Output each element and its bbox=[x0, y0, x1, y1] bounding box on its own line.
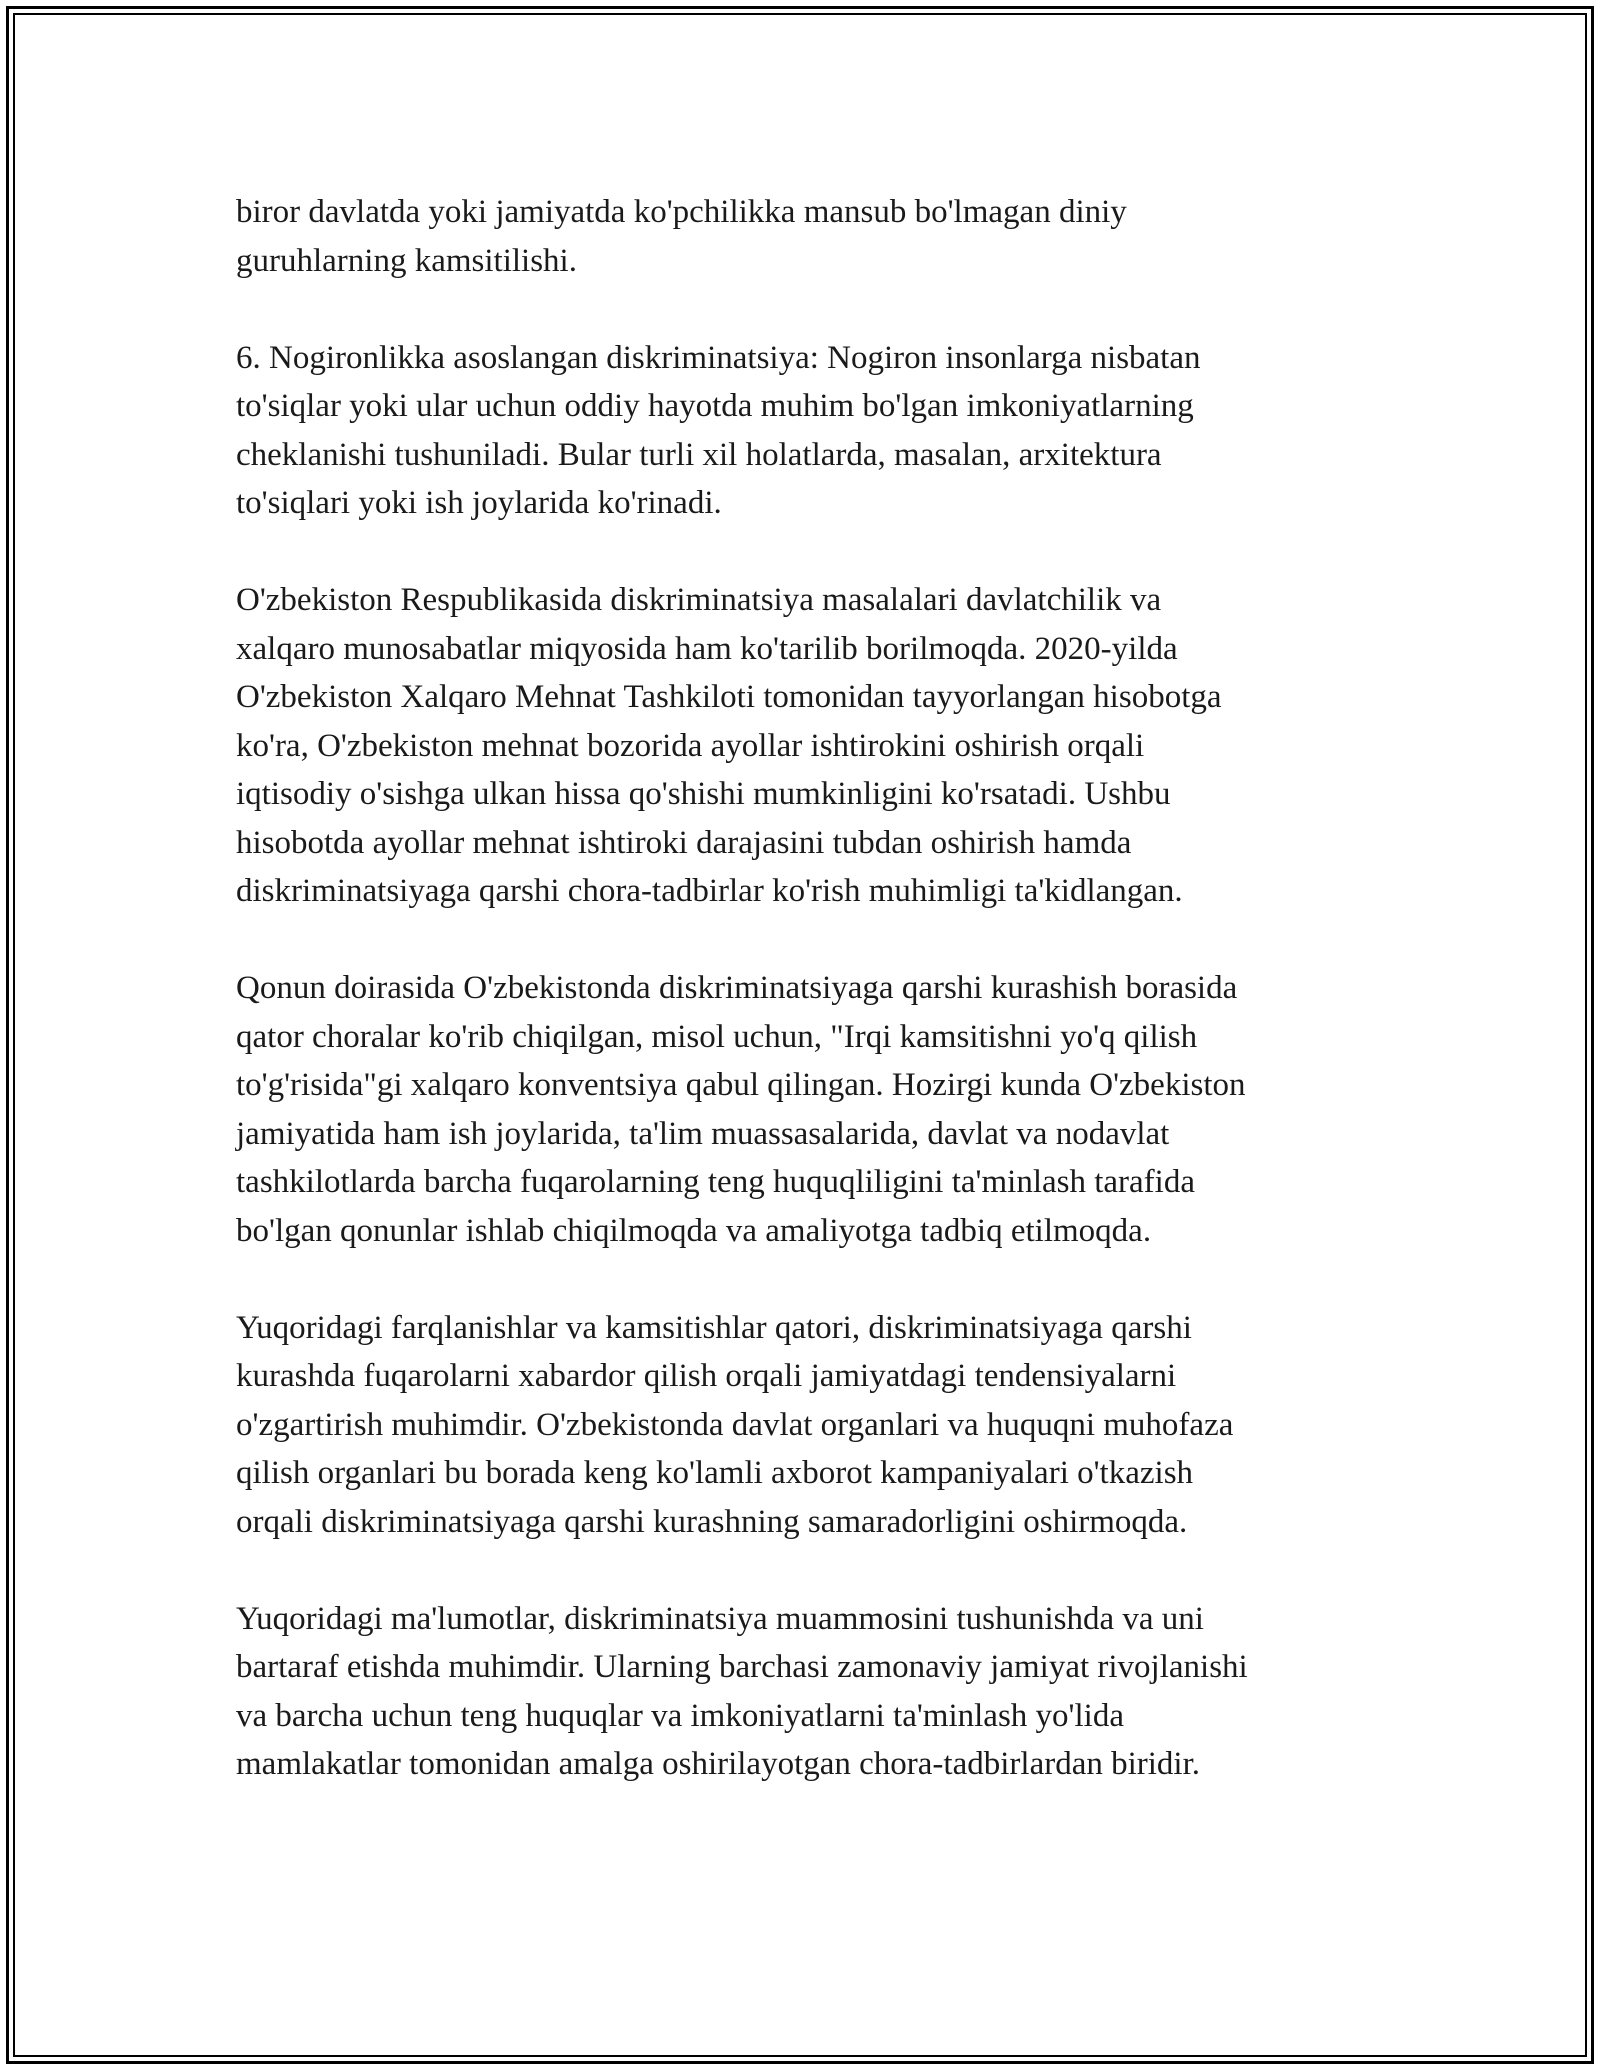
text-line: guruhlarning kamsitilishi. bbox=[236, 242, 577, 279]
text-line: kurashda fuqarolarni xabardor qilish orqali jamiyatdagi tendensiyalarni bbox=[236, 1358, 1177, 1394]
text-line: biror davlatda yoki jamiyatda ko'pchilikka mansub bo'lmagan diniy bbox=[236, 194, 1127, 230]
text-line: bartaraf etishda muhimdir. Ularning barchasi zamonaviy jamiyat rivojlanishi bbox=[236, 1649, 1248, 1685]
text-line: Yuqoridagi farqlanishlar va kamsitishlar qatori, diskriminatsiyaga qarshi bbox=[236, 1309, 1192, 1346]
text-line: cheklanishi tushuniladi. Bular turli xil holatlarda, masalan, arxitektura bbox=[236, 436, 1162, 473]
document-body bbox=[236, 188, 1386, 1837]
paragraph-legal-measures bbox=[236, 964, 1386, 1255]
text-line: hisobotda ayollar mehnat ishtiroki darajasini tubdan oshirish hamda bbox=[236, 824, 1132, 861]
text-line: to'siqlari yoki ish joylarida ko'rinadi. bbox=[236, 485, 722, 521]
text-line: O'zbekiston Respublikasida diskriminatsiya masalalari davlatchilik va bbox=[236, 582, 1162, 618]
paragraph-conclusion bbox=[236, 1595, 1386, 1789]
paragraph-awareness-campaigns bbox=[236, 1304, 1386, 1547]
text-line: to'siqlar yoki ular uchun oddiy hayotda muhim bo'lgan imkoniyatlarning bbox=[236, 388, 1194, 424]
text-line: va barcha uchun teng huquqlar va imkoniyatlarni ta'minlash yo'lida bbox=[236, 1697, 1124, 1734]
text-line: iqtisodiy o'sishga ulkan hissa qo'shishi mumkinligini ko'rsatadi. Ushbu bbox=[236, 776, 1171, 812]
text-line: orqali diskriminatsiyaga qarshi kurashning samaradorligini oshirmoqda. bbox=[236, 1503, 1188, 1540]
text-line: mamlakatlar tomonidan amalga oshirilayotgan chora-tadbirlardan biridir. bbox=[236, 1746, 1201, 1782]
paragraph-disability-discrimination bbox=[236, 334, 1386, 528]
text-line: O'zbekiston Xalqaro Mehnat Tashkiloti tomonidan tayyorlangan hisobotga bbox=[236, 679, 1222, 715]
text-line: qator choralar ko'rib chiqilgan, misol uchun, "Irqi kamsitishni yo'q qilish bbox=[236, 1018, 1198, 1055]
text-line: Yuqoridagi ma'lumotlar, diskriminatsiya muammosini tushunishda va uni bbox=[236, 1600, 1204, 1637]
text-line: tashkilotlarda barcha fuqarolarning teng huquqliligini ta'minlash tarafida bbox=[236, 1164, 1195, 1200]
text-line: bo'lgan qonunlar ishlab chiqilmoqda va amaliyotga tadbiq etilmoqda. bbox=[236, 1212, 1152, 1249]
paragraph-uzbekistan-labour-report bbox=[236, 576, 1386, 916]
text-line: diskriminatsiyaga qarshi chora-tadbirlar ko'rish muhimligi ta'kidlangan. bbox=[236, 873, 1183, 909]
text-line: qilish organlari bu borada keng ko'lamli axborot kampaniyalari o'tkazish bbox=[236, 1455, 1194, 1491]
text-line: Qonun doirasida O'zbekistonda diskriminatsiyaga qarshi kurashish borasida bbox=[236, 970, 1238, 1006]
text-line: ko'ra, O'zbekiston mehnat bozorida ayollar ishtirokini oshirish orqali bbox=[236, 727, 1145, 764]
text-line: to'g'risida"gi xalqaro konventsiya qabul qilingan. Hozirgi kunda O'zbekiston bbox=[236, 1067, 1246, 1103]
text-line: 6. Nogironlikka asoslangan diskriminatsiya: Nogiron insonlarga nisbatan bbox=[236, 339, 1201, 376]
text-line: xalqaro munosabatlar miqyosida ham ko'tarilib borilmoqda. 2020-yilda bbox=[236, 630, 1178, 667]
text-line: jamiyatida ham ish joylarida, ta'lim muassasalarida, davlat va nodavlat bbox=[236, 1115, 1170, 1152]
text-line: o'zgartirish muhimdir. O'zbekistonda davlat organlari va huquqni muhofaza bbox=[236, 1406, 1234, 1443]
paragraph-religious-discrimination-end bbox=[236, 188, 1386, 285]
